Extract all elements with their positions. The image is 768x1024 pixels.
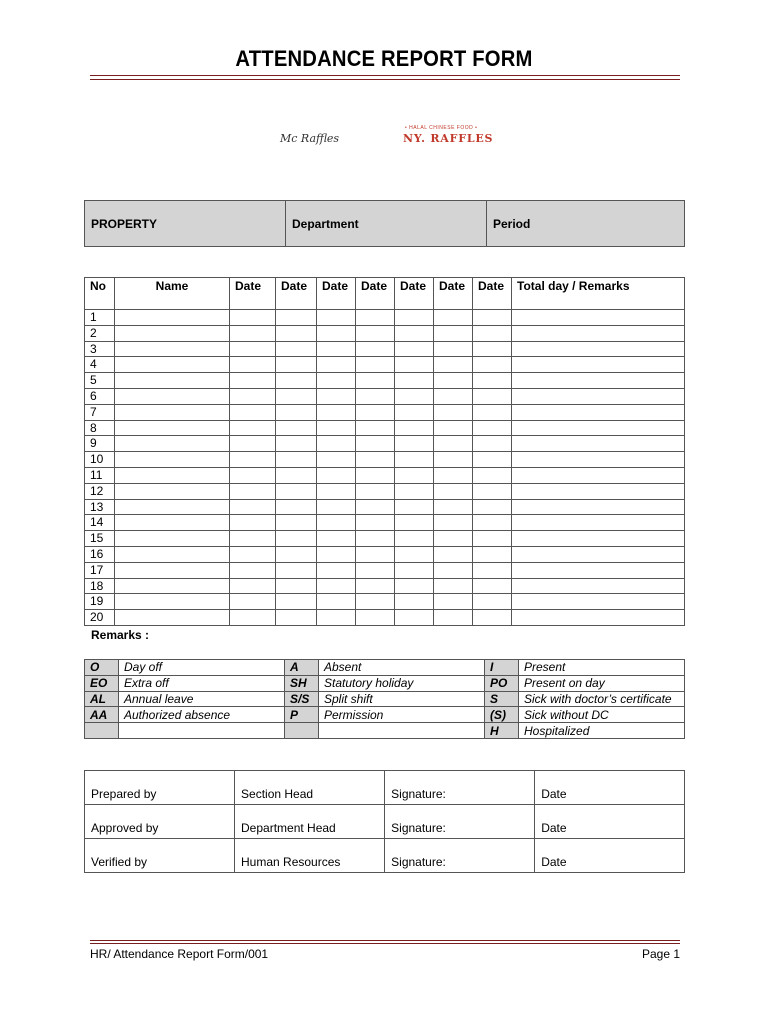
signoff-table bbox=[84, 770, 685, 873]
grid-input-cell[interactable] bbox=[395, 388, 434, 404]
legend-code bbox=[285, 723, 319, 739]
grid-input-cell[interactable] bbox=[434, 452, 473, 468]
row-number: 12 bbox=[85, 483, 115, 499]
grid-input-cell[interactable] bbox=[356, 578, 395, 594]
grid-input-cell[interactable] bbox=[276, 310, 317, 326]
grid-header-cell: Date bbox=[230, 278, 276, 310]
grid-input-cell[interactable] bbox=[230, 610, 276, 626]
grid-input-cell[interactable] bbox=[434, 546, 473, 562]
grid-header-cell: Name bbox=[115, 278, 230, 310]
grid-input-cell[interactable] bbox=[473, 373, 512, 389]
legend-description: Statutory holiday bbox=[319, 675, 485, 691]
grid-input-cell[interactable] bbox=[473, 467, 512, 483]
grid-input-cell[interactable] bbox=[434, 562, 473, 578]
signoff-title: Department Head bbox=[235, 805, 385, 839]
grid-input-cell[interactable] bbox=[473, 515, 512, 531]
grid-input-cell[interactable] bbox=[473, 594, 512, 610]
grid-header-cell: No bbox=[85, 278, 115, 310]
signoff-title: Section Head bbox=[235, 771, 385, 805]
grid-input-cell[interactable] bbox=[473, 404, 512, 420]
legend-description bbox=[319, 723, 485, 739]
date-field[interactable]: Date bbox=[535, 805, 685, 839]
legend-description: Annual leave bbox=[119, 691, 285, 707]
grid-row bbox=[85, 515, 685, 531]
grid-input-cell[interactable] bbox=[115, 546, 230, 562]
grid-input-cell[interactable] bbox=[512, 610, 685, 626]
grid-input-cell[interactable] bbox=[473, 499, 512, 515]
grid-input-cell[interactable] bbox=[317, 499, 356, 515]
grid-input-cell[interactable] bbox=[317, 373, 356, 389]
row-number: 11 bbox=[85, 467, 115, 483]
legend-code: EO bbox=[85, 675, 119, 691]
signoff-role: Verified by bbox=[85, 839, 235, 873]
grid-input-cell[interactable] bbox=[317, 546, 356, 562]
grid-input-cell[interactable] bbox=[317, 436, 356, 452]
grid-input-cell[interactable] bbox=[115, 594, 230, 610]
legend-code: PO bbox=[485, 675, 519, 691]
grid-input-cell[interactable] bbox=[356, 546, 395, 562]
legend-description: Absent bbox=[319, 660, 485, 676]
grid-row bbox=[85, 483, 685, 499]
row-number: 3 bbox=[85, 341, 115, 357]
grid-input-cell[interactable] bbox=[276, 546, 317, 562]
grid-input-cell[interactable] bbox=[317, 467, 356, 483]
row-number: 20 bbox=[85, 610, 115, 626]
grid-input-cell[interactable] bbox=[473, 610, 512, 626]
grid-input-cell[interactable] bbox=[356, 357, 395, 373]
grid-input-cell[interactable] bbox=[115, 562, 230, 578]
grid-header-cell: Total day / Remarks bbox=[512, 278, 685, 310]
signature-field[interactable]: Signature: bbox=[385, 839, 535, 873]
grid-input-cell[interactable] bbox=[434, 357, 473, 373]
grid-input-cell[interactable] bbox=[317, 562, 356, 578]
grid-header-cell: Date bbox=[317, 278, 356, 310]
grid-input-cell[interactable] bbox=[115, 452, 230, 468]
legend-code: O bbox=[85, 660, 119, 676]
grid-input-cell[interactable] bbox=[230, 420, 276, 436]
row-number: 2 bbox=[85, 325, 115, 341]
footer-rule-top bbox=[90, 940, 680, 941]
grid-input-cell[interactable] bbox=[356, 610, 395, 626]
grid-input-cell[interactable] bbox=[473, 310, 512, 326]
legend-row bbox=[85, 691, 685, 707]
grid-input-cell[interactable] bbox=[434, 404, 473, 420]
grid-input-cell[interactable] bbox=[276, 483, 317, 499]
grid-input-cell[interactable] bbox=[230, 310, 276, 326]
grid-input-cell[interactable] bbox=[115, 341, 230, 357]
grid-input-cell[interactable] bbox=[434, 467, 473, 483]
grid-input-cell[interactable] bbox=[512, 310, 685, 326]
grid-input-cell[interactable] bbox=[473, 420, 512, 436]
footer-form-code: HR/ Attendance Report Form/001 bbox=[90, 947, 269, 961]
row-number: 4 bbox=[85, 357, 115, 373]
grid-input-cell[interactable] bbox=[115, 420, 230, 436]
grid-input-cell[interactable] bbox=[512, 325, 685, 341]
attendance-grid bbox=[84, 277, 685, 626]
grid-input-cell[interactable] bbox=[512, 594, 685, 610]
grid-input-cell[interactable] bbox=[473, 546, 512, 562]
grid-header-cell: Date bbox=[473, 278, 512, 310]
grid-input-cell[interactable] bbox=[356, 594, 395, 610]
grid-row bbox=[85, 325, 685, 341]
grid-row bbox=[85, 546, 685, 562]
grid-input-cell[interactable] bbox=[356, 483, 395, 499]
grid-input-cell[interactable] bbox=[356, 531, 395, 547]
legend-description: Sick without DC bbox=[519, 707, 685, 723]
grid-input-cell[interactable] bbox=[276, 341, 317, 357]
legend-code: P bbox=[285, 707, 319, 723]
legend-description: Present bbox=[519, 660, 685, 676]
signature-field[interactable]: Signature: bbox=[385, 771, 535, 805]
grid-header-cell: Date bbox=[434, 278, 473, 310]
grid-input-cell[interactable] bbox=[276, 373, 317, 389]
grid-input-cell[interactable] bbox=[276, 610, 317, 626]
grid-input-cell[interactable] bbox=[395, 483, 434, 499]
grid-row bbox=[85, 452, 685, 468]
mc-raffles-logo: Mc Raffles bbox=[280, 132, 340, 145]
grid-input-cell[interactable] bbox=[434, 388, 473, 404]
grid-input-cell[interactable] bbox=[434, 483, 473, 499]
grid-input-cell[interactable] bbox=[473, 483, 512, 499]
grid-input-cell[interactable] bbox=[512, 483, 685, 499]
grid-row bbox=[85, 467, 685, 483]
row-number: 17 bbox=[85, 562, 115, 578]
legend-code: AA bbox=[85, 707, 119, 723]
legend-row bbox=[85, 675, 685, 691]
legend-code: I bbox=[485, 660, 519, 676]
property-field[interactable]: PROPERTY bbox=[85, 201, 286, 247]
grid-input-cell[interactable] bbox=[395, 594, 434, 610]
legend-description: Extra off bbox=[119, 675, 285, 691]
grid-input-cell[interactable] bbox=[317, 515, 356, 531]
legend-row bbox=[85, 707, 685, 723]
grid-input-cell[interactable] bbox=[317, 483, 356, 499]
grid-input-cell[interactable] bbox=[395, 325, 434, 341]
header-table bbox=[84, 200, 685, 247]
grid-input-cell[interactable] bbox=[115, 610, 230, 626]
grid-input-cell[interactable] bbox=[434, 531, 473, 547]
grid-input-cell[interactable] bbox=[395, 310, 434, 326]
period-field[interactable]: Period bbox=[487, 201, 685, 247]
row-number: 6 bbox=[85, 388, 115, 404]
grid-input-cell[interactable] bbox=[512, 373, 685, 389]
row-number: 18 bbox=[85, 578, 115, 594]
grid-input-cell[interactable] bbox=[512, 562, 685, 578]
grid-input-cell[interactable] bbox=[512, 341, 685, 357]
grid-input-cell[interactable] bbox=[512, 357, 685, 373]
grid-row bbox=[85, 310, 685, 326]
grid-row bbox=[85, 531, 685, 547]
grid-input-cell[interactable] bbox=[230, 325, 276, 341]
legend-description: Permission bbox=[319, 707, 485, 723]
grid-input-cell[interactable] bbox=[230, 467, 276, 483]
grid-input-cell[interactable] bbox=[395, 357, 434, 373]
grid-input-cell[interactable] bbox=[395, 578, 434, 594]
grid-input-cell[interactable] bbox=[356, 562, 395, 578]
grid-input-cell[interactable] bbox=[473, 436, 512, 452]
grid-input-cell[interactable] bbox=[276, 357, 317, 373]
grid-input-cell[interactable] bbox=[276, 325, 317, 341]
grid-input-cell[interactable] bbox=[230, 341, 276, 357]
row-number: 16 bbox=[85, 546, 115, 562]
signoff-row bbox=[85, 839, 685, 873]
grid-input-cell[interactable] bbox=[230, 483, 276, 499]
grid-input-cell[interactable] bbox=[512, 515, 685, 531]
grid-input-cell[interactable] bbox=[473, 562, 512, 578]
grid-input-cell[interactable] bbox=[115, 388, 230, 404]
legend-code: H bbox=[485, 723, 519, 739]
grid-input-cell[interactable] bbox=[395, 546, 434, 562]
signoff-title: Human Resources bbox=[235, 839, 385, 873]
grid-input-cell[interactable] bbox=[115, 404, 230, 420]
grid-input-cell[interactable] bbox=[434, 499, 473, 515]
grid-row bbox=[85, 610, 685, 626]
grid-input-cell[interactable] bbox=[230, 578, 276, 594]
grid-input-cell[interactable] bbox=[276, 562, 317, 578]
grid-input-cell[interactable] bbox=[512, 467, 685, 483]
grid-row bbox=[85, 594, 685, 610]
grid-input-cell[interactable] bbox=[115, 325, 230, 341]
grid-input-cell[interactable] bbox=[317, 388, 356, 404]
grid-input-cell[interactable] bbox=[230, 436, 276, 452]
grid-input-cell[interactable] bbox=[230, 515, 276, 531]
legend-row bbox=[85, 660, 685, 676]
grid-input-cell[interactable] bbox=[276, 452, 317, 468]
signature-field[interactable]: Signature: bbox=[385, 805, 535, 839]
grid-row bbox=[85, 404, 685, 420]
grid-row bbox=[85, 562, 685, 578]
grid-input-cell[interactable] bbox=[276, 594, 317, 610]
grid-input-cell[interactable] bbox=[230, 404, 276, 420]
grid-input-cell[interactable] bbox=[115, 578, 230, 594]
grid-input-cell[interactable] bbox=[473, 357, 512, 373]
grid-input-cell[interactable] bbox=[356, 325, 395, 341]
grid-input-cell[interactable] bbox=[230, 452, 276, 468]
grid-input-cell[interactable] bbox=[230, 562, 276, 578]
grid-input-cell[interactable] bbox=[473, 578, 512, 594]
grid-input-cell[interactable] bbox=[356, 436, 395, 452]
row-number: 8 bbox=[85, 420, 115, 436]
grid-input-cell[interactable] bbox=[115, 531, 230, 547]
grid-row bbox=[85, 373, 685, 389]
grid-input-cell[interactable] bbox=[317, 404, 356, 420]
signoff-row bbox=[85, 771, 685, 805]
grid-input-cell[interactable] bbox=[395, 467, 434, 483]
grid-input-cell[interactable] bbox=[230, 531, 276, 547]
grid-input-cell[interactable] bbox=[276, 531, 317, 547]
legend-row bbox=[85, 723, 685, 739]
grid-input-cell[interactable] bbox=[317, 310, 356, 326]
grid-input-cell[interactable] bbox=[115, 499, 230, 515]
grid-header-cell: Date bbox=[356, 278, 395, 310]
grid-input-cell[interactable] bbox=[276, 515, 317, 531]
footer-page-number: Page 1 bbox=[642, 947, 681, 961]
grid-input-cell[interactable] bbox=[317, 325, 356, 341]
legend-code: AL bbox=[85, 691, 119, 707]
signoff-role: Prepared by bbox=[85, 771, 235, 805]
grid-input-cell[interactable] bbox=[434, 325, 473, 341]
row-number: 19 bbox=[85, 594, 115, 610]
grid-input-cell[interactable] bbox=[512, 578, 685, 594]
grid-input-cell[interactable] bbox=[276, 420, 317, 436]
grid-input-cell[interactable] bbox=[317, 610, 356, 626]
grid-input-cell[interactable] bbox=[317, 594, 356, 610]
ny-raffles-logo-tagline: • HALAL CHINESE FOOD • bbox=[405, 125, 478, 131]
signoff-role: Approved by bbox=[85, 805, 235, 839]
grid-input-cell[interactable] bbox=[317, 357, 356, 373]
grid-input-cell[interactable] bbox=[115, 373, 230, 389]
grid-row bbox=[85, 578, 685, 594]
grid-input-cell[interactable] bbox=[395, 452, 434, 468]
grid-input-cell[interactable] bbox=[317, 578, 356, 594]
grid-input-cell[interactable] bbox=[230, 594, 276, 610]
grid-input-cell[interactable] bbox=[434, 436, 473, 452]
row-number: 10 bbox=[85, 452, 115, 468]
legend-description: Sick with doctor’s certificate bbox=[519, 691, 685, 707]
grid-input-cell[interactable] bbox=[317, 341, 356, 357]
grid-input-cell[interactable] bbox=[356, 388, 395, 404]
signoff-row bbox=[85, 805, 685, 839]
grid-row bbox=[85, 420, 685, 436]
row-number: 5 bbox=[85, 373, 115, 389]
grid-input-cell[interactable] bbox=[434, 578, 473, 594]
grid-input-cell[interactable] bbox=[434, 341, 473, 357]
grid-input-cell[interactable] bbox=[356, 499, 395, 515]
grid-input-cell[interactable] bbox=[356, 404, 395, 420]
page-title: ATTENDANCE REPORT FORM bbox=[235, 46, 533, 71]
ny-raffles-logo: NY. RAFFLES bbox=[403, 132, 494, 145]
row-number: 9 bbox=[85, 436, 115, 452]
grid-input-cell[interactable] bbox=[473, 341, 512, 357]
grid-input-cell[interactable] bbox=[356, 467, 395, 483]
grid-input-cell[interactable] bbox=[512, 546, 685, 562]
grid-input-cell[interactable] bbox=[395, 404, 434, 420]
grid-input-cell[interactable] bbox=[395, 499, 434, 515]
grid-input-cell[interactable] bbox=[395, 436, 434, 452]
grid-input-cell[interactable] bbox=[115, 483, 230, 499]
grid-input-cell[interactable] bbox=[115, 436, 230, 452]
grid-input-cell[interactable] bbox=[395, 373, 434, 389]
grid-input-cell[interactable] bbox=[434, 515, 473, 531]
grid-input-cell[interactable] bbox=[276, 578, 317, 594]
grid-input-cell[interactable] bbox=[356, 515, 395, 531]
legend-code: S/S bbox=[285, 691, 319, 707]
grid-input-cell[interactable] bbox=[434, 420, 473, 436]
grid-input-cell[interactable] bbox=[276, 467, 317, 483]
grid-input-cell[interactable] bbox=[395, 562, 434, 578]
grid-input-cell[interactable] bbox=[434, 310, 473, 326]
grid-header-cell: Date bbox=[276, 278, 317, 310]
grid-row bbox=[85, 499, 685, 515]
legend-table bbox=[84, 659, 685, 739]
grid-row bbox=[85, 357, 685, 373]
grid-input-cell[interactable] bbox=[276, 499, 317, 515]
footer-rule-bottom bbox=[90, 943, 680, 944]
grid-input-cell[interactable] bbox=[473, 531, 512, 547]
legend-description bbox=[119, 723, 285, 739]
grid-row bbox=[85, 341, 685, 357]
grid-input-cell[interactable] bbox=[356, 420, 395, 436]
grid-input-cell[interactable] bbox=[230, 388, 276, 404]
grid-input-cell[interactable] bbox=[115, 515, 230, 531]
grid-input-cell[interactable] bbox=[356, 341, 395, 357]
grid-input-cell[interactable] bbox=[356, 373, 395, 389]
grid-input-cell[interactable] bbox=[276, 404, 317, 420]
department-field[interactable]: Department bbox=[286, 201, 487, 247]
grid-input-cell[interactable] bbox=[473, 388, 512, 404]
title-rule-top bbox=[90, 75, 680, 76]
row-number: 15 bbox=[85, 531, 115, 547]
grid-input-cell[interactable] bbox=[317, 452, 356, 468]
grid-input-cell[interactable] bbox=[230, 499, 276, 515]
grid-input-cell[interactable] bbox=[512, 420, 685, 436]
legend-description: Authorized absence bbox=[119, 707, 285, 723]
grid-input-cell[interactable] bbox=[395, 531, 434, 547]
grid-input-cell[interactable] bbox=[434, 373, 473, 389]
grid-header-row bbox=[85, 278, 685, 310]
legend-description: Present on day bbox=[519, 675, 685, 691]
row-number: 13 bbox=[85, 499, 115, 515]
legend-description: Day off bbox=[119, 660, 285, 676]
row-number: 1 bbox=[85, 310, 115, 326]
legend-description: Split shift bbox=[319, 691, 485, 707]
grid-input-cell[interactable] bbox=[395, 341, 434, 357]
grid-row bbox=[85, 388, 685, 404]
grid-input-cell[interactable] bbox=[395, 515, 434, 531]
grid-input-cell[interactable] bbox=[434, 594, 473, 610]
grid-input-cell[interactable] bbox=[317, 420, 356, 436]
grid-input-cell[interactable] bbox=[512, 499, 685, 515]
grid-input-cell[interactable] bbox=[230, 546, 276, 562]
grid-input-cell[interactable] bbox=[115, 467, 230, 483]
legend-description: Hospitalized bbox=[519, 723, 685, 739]
grid-input-cell[interactable] bbox=[512, 452, 685, 468]
title-rule-bottom bbox=[90, 79, 680, 80]
grid-input-cell[interactable] bbox=[434, 610, 473, 626]
grid-input-cell[interactable] bbox=[115, 357, 230, 373]
grid-input-cell[interactable] bbox=[230, 373, 276, 389]
grid-input-cell[interactable] bbox=[473, 325, 512, 341]
grid-input-cell[interactable] bbox=[356, 452, 395, 468]
grid-input-cell[interactable] bbox=[356, 310, 395, 326]
legend-code bbox=[85, 723, 119, 739]
grid-input-cell[interactable] bbox=[512, 436, 685, 452]
date-field[interactable]: Date bbox=[535, 771, 685, 805]
grid-input-cell[interactable] bbox=[115, 310, 230, 326]
row-number: 7 bbox=[85, 404, 115, 420]
grid-row bbox=[85, 436, 685, 452]
grid-input-cell[interactable] bbox=[317, 531, 356, 547]
date-field[interactable]: Date bbox=[535, 839, 685, 873]
remarks-label: Remarks : bbox=[91, 628, 150, 642]
grid-input-cell[interactable] bbox=[512, 531, 685, 547]
grid-input-cell[interactable] bbox=[395, 420, 434, 436]
grid-header-cell: Date bbox=[395, 278, 434, 310]
legend-code: A bbox=[285, 660, 319, 676]
grid-input-cell[interactable] bbox=[276, 388, 317, 404]
grid-input-cell[interactable] bbox=[473, 452, 512, 468]
grid-input-cell[interactable] bbox=[230, 357, 276, 373]
grid-input-cell[interactable] bbox=[276, 436, 317, 452]
grid-input-cell[interactable] bbox=[512, 388, 685, 404]
row-number: 14 bbox=[85, 515, 115, 531]
grid-input-cell[interactable] bbox=[395, 610, 434, 626]
grid-input-cell[interactable] bbox=[512, 404, 685, 420]
legend-code: SH bbox=[285, 675, 319, 691]
legend-code: (S) bbox=[485, 707, 519, 723]
legend-code: S bbox=[485, 691, 519, 707]
